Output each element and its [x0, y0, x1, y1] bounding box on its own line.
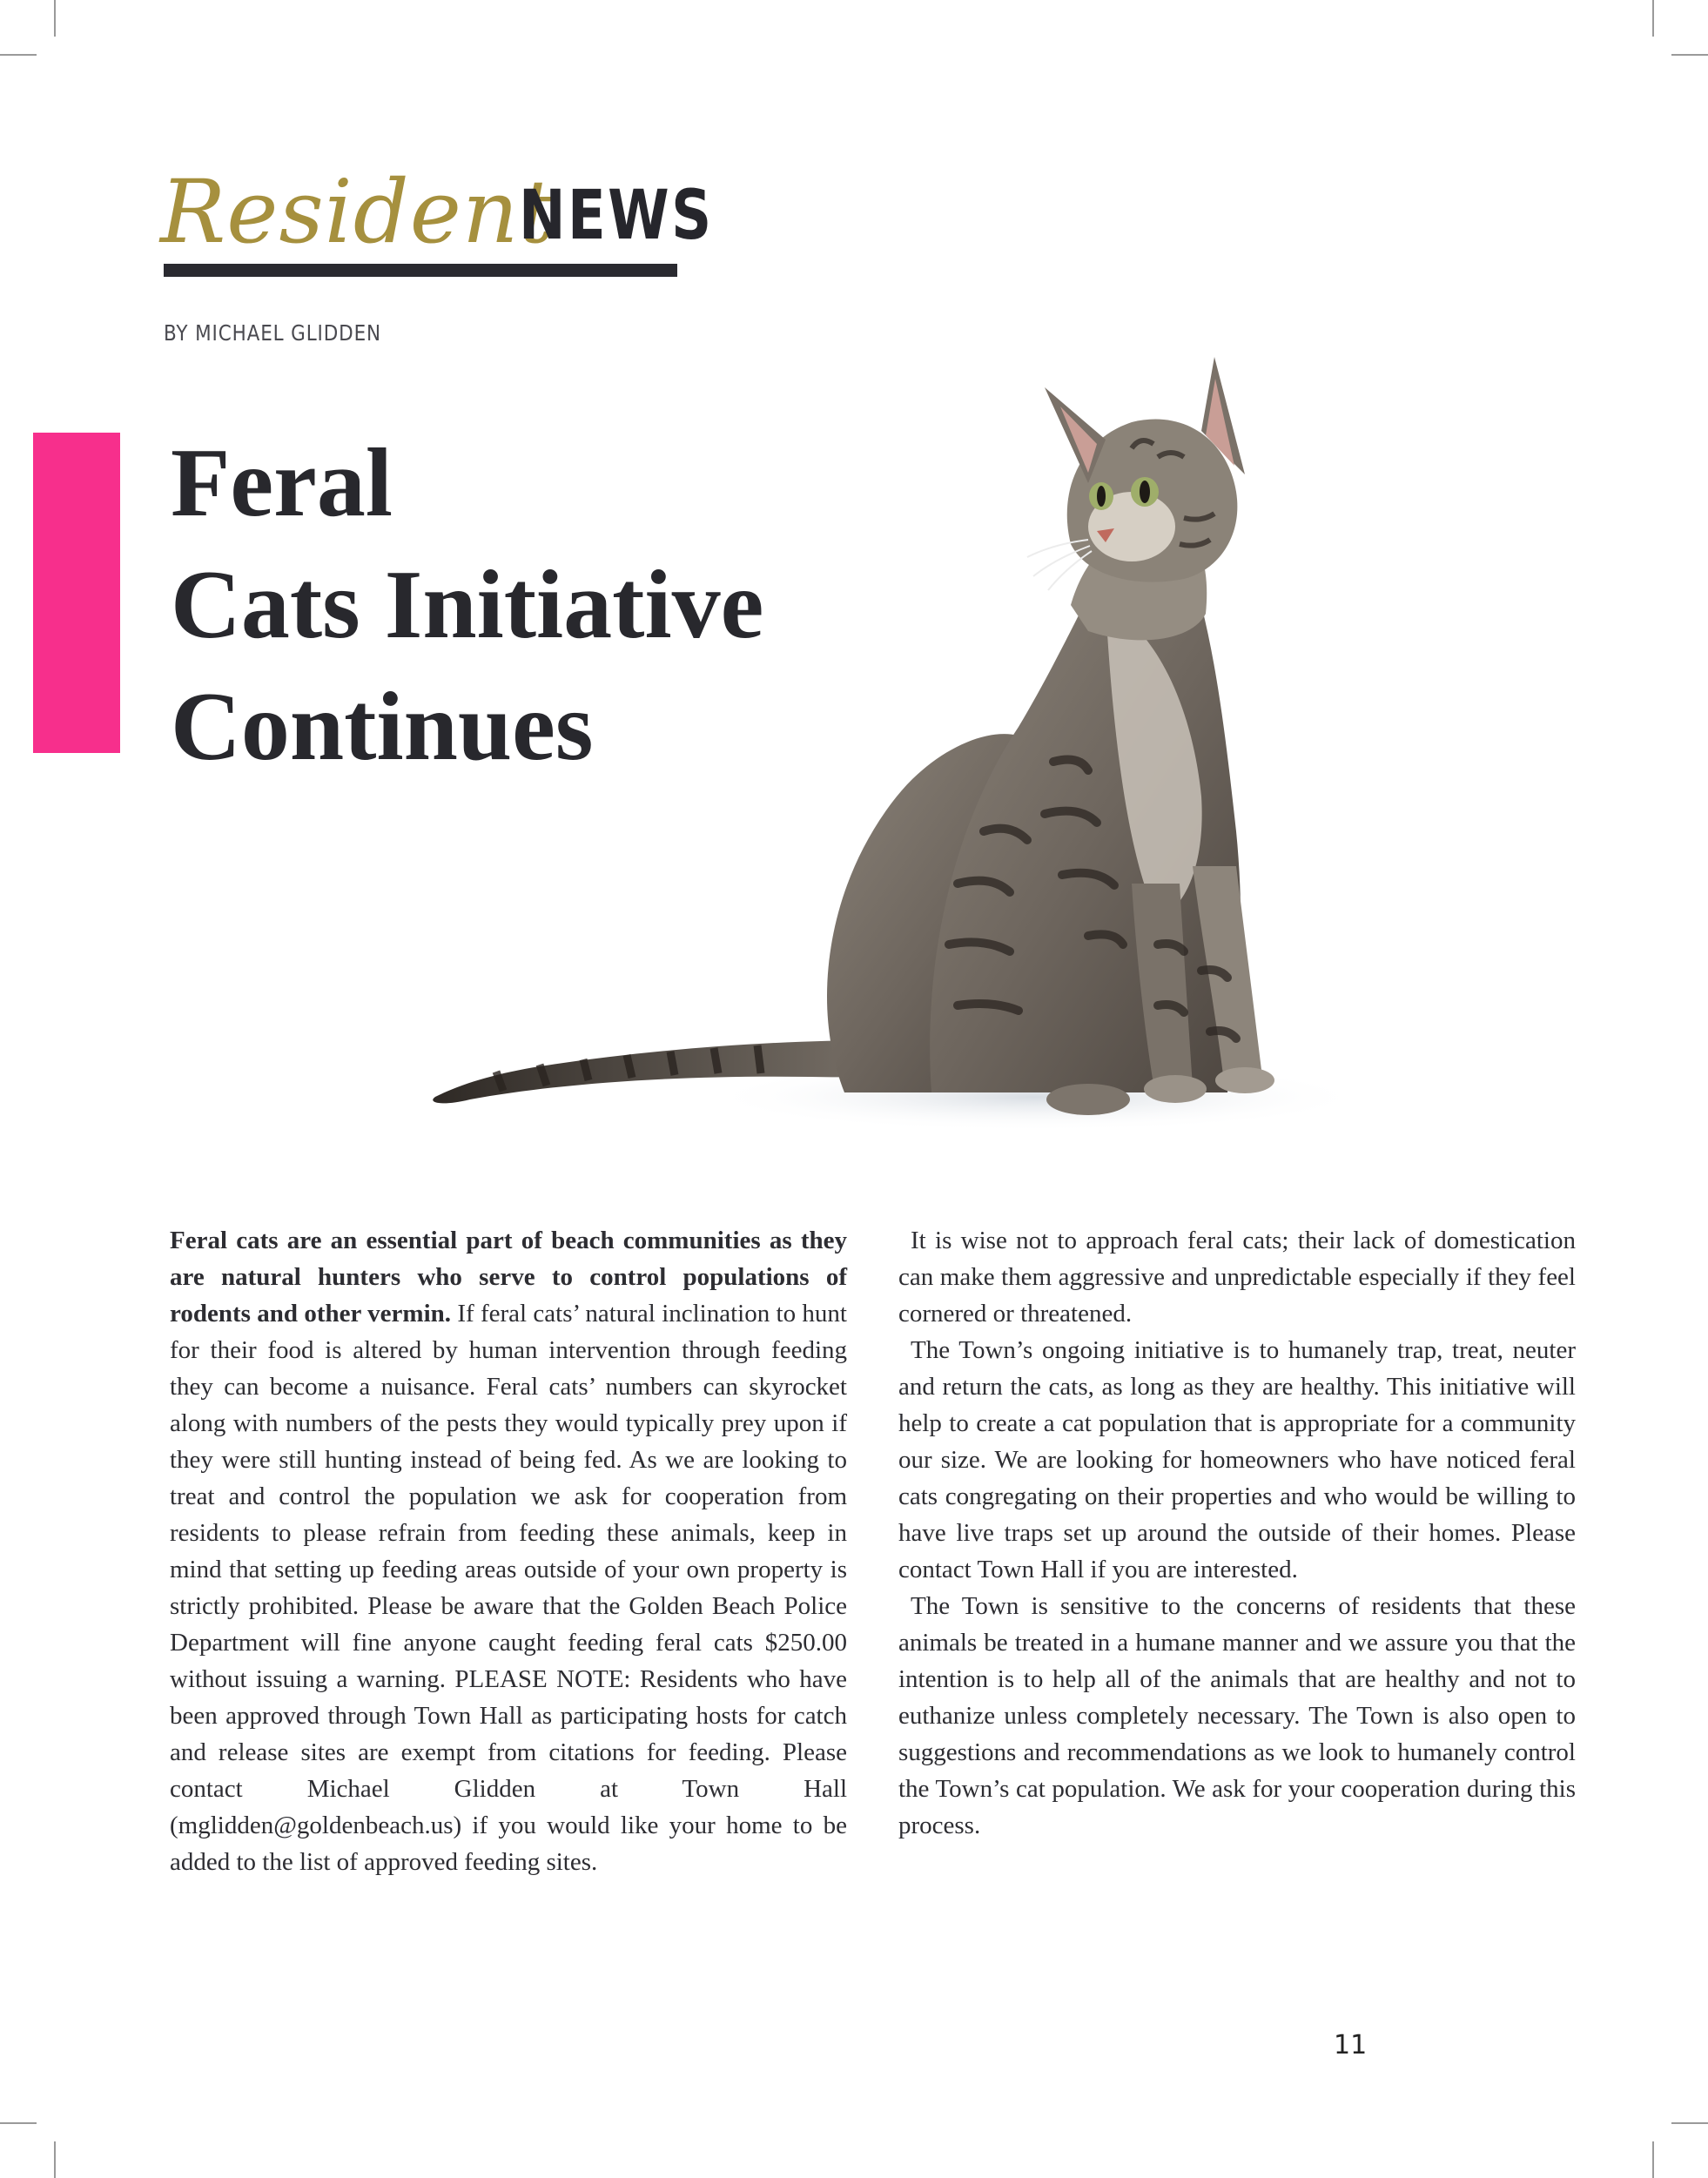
crop-mark [1671, 54, 1708, 56]
article-paragraph: The Town’s ongoing initiative is to humanely trap, treat, neuter and return the cats, as long as they are healthy. This initiative will help to create a cat population that is appropriate for a community our size. We are looking for homeowners who have noticed feral cats congregating on their properties and who would be willing to have live traps set up around the outside of their homes. Please contact Town Hall if you are interested. [898, 1336, 1576, 1583]
accent-bar [33, 433, 120, 753]
article-paragraph [170, 1222, 847, 1880]
article-paragraph: It is wise not to approach feral cats; their lack of domestication can make them aggressive and unpredictable especially if they feel cornered or threatened. [898, 1227, 1576, 1328]
crop-mark [0, 54, 37, 56]
headline-line-2: Cats Initiative [171, 551, 764, 659]
lead-sentence: Feral cats are an essential part of beach communities as they are natural hunters who serve to control populations of rodents and other vermin. [170, 1227, 847, 1328]
article-paragraph: The Town is sensitive to the concerns of residents that these animals be treated in a humane manner and we assure you that the intention is to help all of the animals that are healthy and not to euthanize unless completely necessary. The Town is also open to suggestions and recommendations as we look to humanely control the Town’s cat population. We ask for your cooperation during this process. [898, 1592, 1576, 1839]
byline: BY MICHAEL GLIDDEN [164, 320, 381, 346]
headline-line-1: Feral [171, 429, 393, 537]
masthead-news: NEWS [519, 177, 714, 255]
tabby-cat-photo [322, 344, 1393, 1171]
crop-mark [54, 0, 56, 37]
page-number: 11 [1334, 2030, 1368, 2060]
crop-mark [1652, 0, 1654, 37]
article-column-right [898, 1222, 1576, 1844]
crop-mark [1671, 2122, 1708, 2124]
crop-mark [0, 2122, 37, 2124]
crop-mark [1652, 2141, 1654, 2178]
masthead-resident: Resident [160, 161, 555, 263]
cat-paw [1046, 1084, 1130, 1115]
cat-paw [1144, 1075, 1207, 1103]
crop-mark [54, 2141, 56, 2178]
article-column-left [170, 1222, 847, 1880]
article-body: If feral cats’ natural inclination to hunt for their food is altered by human intervention through feeding they can become a nuisance. Feral cats’ numbers can skyrocket along with numbers of the pests they would typically prey upon if they were still hunting instead of being fed. As we are looking to treat and control the population we ask for cooperation from residents to please refrain from feeding these animals, keep in mind that setting up feeding areas outside of your own property is strictly prohibited. Please be aware that the Golden Beach Police Department will fine anyone caught feeding feral cats $250.00 without issuing a warning. PLEASE NOTE: Residents who have been approved through Town Hall as participating hosts for catch and release sites are exempt from citations for feeding. Please contact Michael Glidden at Town Hall (mglidden@goldenbeach.us) if you would like your home to be added to the list of approved feeding sites. [170, 1300, 847, 1876]
headline-line-3: Continues [171, 673, 594, 781]
masthead-rule [164, 264, 677, 277]
cat-paw [1215, 1067, 1274, 1093]
